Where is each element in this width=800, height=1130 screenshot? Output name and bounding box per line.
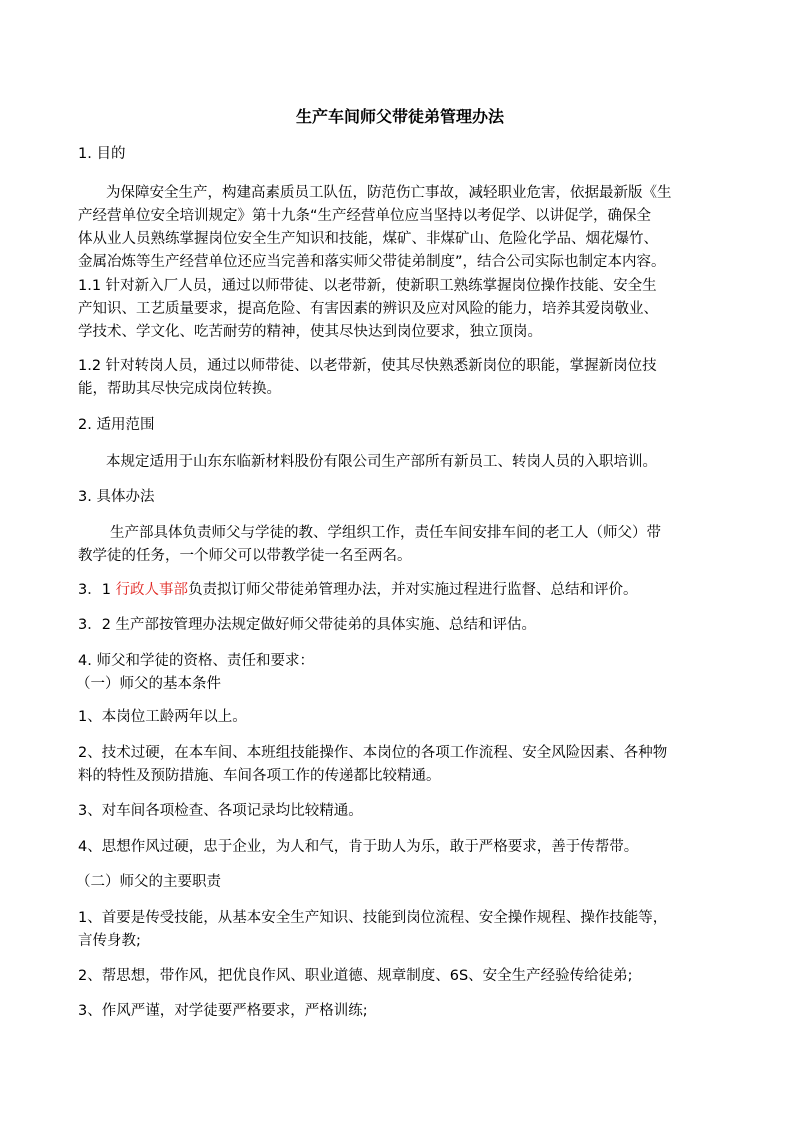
duty-item-1-line-1: 1、首要是传受技能，从基本安全生产知识、技能到岗位流程、安全操作规程、操作技能等， bbox=[78, 910, 668, 926]
condition-item-2-line-1: 2、技术过硬，在本车间、本班组技能操作、本岗位的各项工作流程、安全风险因素、各种物 bbox=[78, 745, 668, 761]
highlighted-department: 行政人事部 bbox=[115, 582, 189, 598]
paragraph-1-1-line-3: 学技术、学文化、吃苦耐劳的精神，使其尽快达到岗位要求，独立顶岗。 bbox=[78, 324, 542, 340]
paragraph-3-1-rest: 负责拟订师父带徒弟管理办法，并对实施过程进行监督、总结和评价。 bbox=[188, 582, 638, 598]
paragraph-1-line-3: 体从业人员熟练掌握岗位安全生产知识和技能，煤矿、非煤矿山、危险化学品、烟花爆竹、 bbox=[78, 231, 658, 247]
document-title: 生产车间师父带徒弟管理办法 bbox=[295, 107, 504, 126]
paragraph-1-1-line-1: 1.1 针对新入厂人员，通过以师带徒、以老带新，使新职工熟练掌握岗位操作技能、安全生 bbox=[78, 278, 657, 294]
paragraph-1-2-line-2: 能，帮助其尽快完成岗位转换。 bbox=[78, 381, 281, 397]
paragraph-1-line-1: 为保障安全生产，构建高素质员工队伍，防范伤亡事故，减轻职业危害，依据最新版《生 bbox=[106, 185, 672, 201]
duty-item-2: 2、帮思想，带作风，把优良作风、职业道德、规章制度、6S、安全生产经验传给徒弟; bbox=[78, 968, 633, 984]
condition-item-1: 1、本岗位工龄两年以上。 bbox=[78, 709, 247, 725]
subsection-2-heading: （二）师父的主要职责 bbox=[76, 874, 221, 890]
paragraph-2: 本规定适用于山东东临新材料股份有限公司生产部所有新员工、转岗人员的入职培训。 bbox=[106, 454, 657, 470]
paragraph-3-1-prefix: 3．1 bbox=[78, 582, 116, 598]
section-4-heading: 4. 师父和学徒的资格、责任和要求： bbox=[78, 653, 314, 669]
paragraph-1-line-4: 金属冶炼等生产经营单位还应当完善和落实师父带徒弟制度”，结合公司实际也制定本内容。 bbox=[78, 254, 666, 270]
condition-item-2-line-2: 料的特性及预防措施、车间各项工作的传递都比较精通。 bbox=[78, 768, 441, 784]
paragraph-3-line-1: 生产部具体负责师父与学徒的教、学组织工作，责任车间安排车间的老工人（师父）带 bbox=[110, 525, 661, 541]
paragraph-1-2-line-1: 1.2 针对转岗人员，通过以师带徒、以老带新，使其尽快熟悉新岗位的职能，掌握新岗位技 bbox=[78, 358, 657, 374]
condition-item-3: 3、对车间各项检查、各项记录均比较精通。 bbox=[78, 803, 363, 819]
condition-item-4: 4、思想作风过硬，忠于企业，为人和气，肯于助人为乐，敢于严格要求，善于传帮带。 bbox=[78, 839, 639, 855]
paragraph-1-line-2: 产经营单位安全培训规定》第十九条“生产经营单位应当坚持以考促学、以讲促学，确保全 bbox=[78, 208, 652, 224]
duty-item-3: 3、作风严谨，对学徒要严格要求，严格训练; bbox=[78, 1003, 368, 1019]
section-3-heading: 3. 具体办法 bbox=[78, 489, 155, 505]
subsection-1-heading: （一）师父的基本条件 bbox=[76, 676, 221, 692]
duty-item-1-line-2: 言传身教; bbox=[78, 933, 141, 949]
section-2-heading: 2. 适用范围 bbox=[78, 417, 155, 433]
paragraph-3-2: 3．2 生产部按管理办法规定做好师父带徒弟的具体实施、总结和评估。 bbox=[78, 617, 537, 633]
paragraph-1-1-line-2: 产知识、工艺质量要求，提高危险、有害因素的辨识及应对风险的能力，培养其爱岗敬业、 bbox=[78, 301, 658, 317]
paragraph-3-line-2: 教学徒的任务，一个师父可以带教学徒一名至两名。 bbox=[78, 548, 412, 564]
section-1-heading: 1. 目的 bbox=[78, 146, 126, 162]
paragraph-3-1 bbox=[78, 580, 638, 600]
